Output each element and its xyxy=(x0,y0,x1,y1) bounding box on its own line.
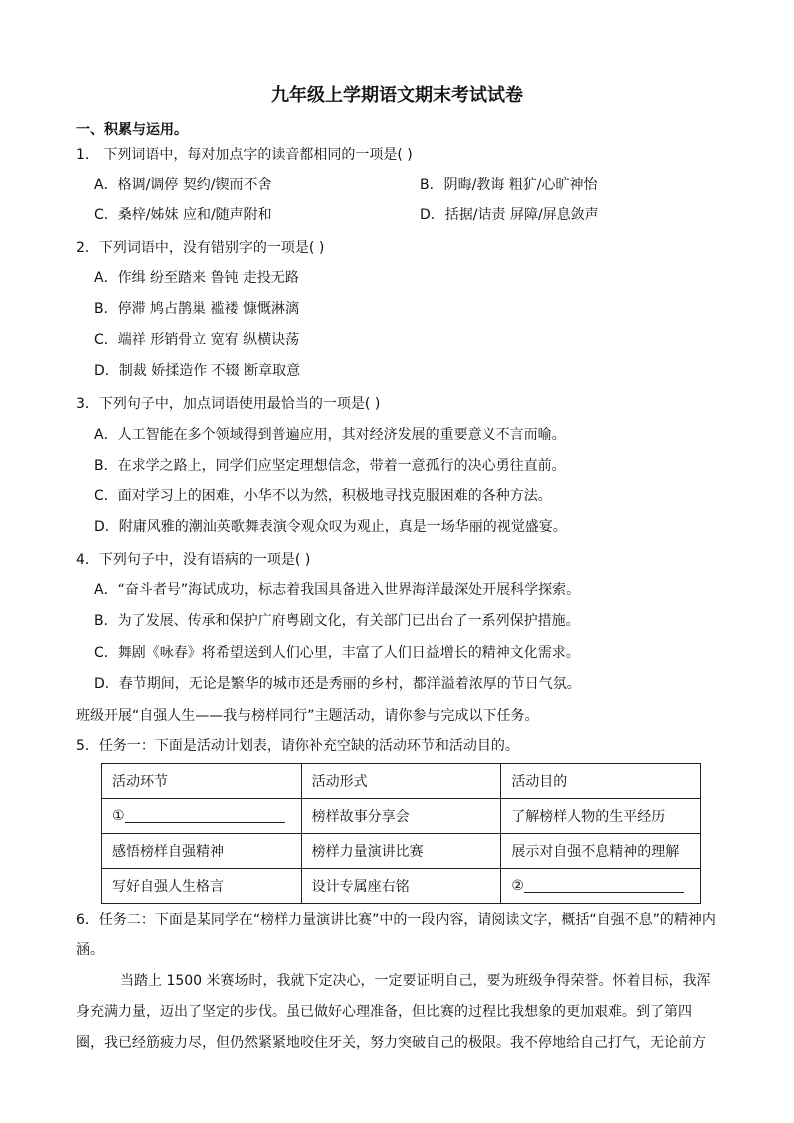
table-cell-blank-2[interactable] xyxy=(501,869,701,904)
table-row xyxy=(102,869,701,904)
question-4-option-c: C．舞剧《咏春》将希望送到人们心里，丰富了人们日益增长的精神文化需求。 xyxy=(94,645,580,661)
question-4-option-a: A．“奋斗者号”海试成功，标志着我国具备进入世界海洋最深处开展科学探索。 xyxy=(94,582,581,598)
section-heading: 一、积累与运用。 xyxy=(76,122,188,138)
question-2-option-a: A．作缉 纷至踏来 鲁钝 走投无路 xyxy=(94,270,299,286)
question-1-stem: 1． 下列词语中，每对加点字的读音都相同的一项是( ) xyxy=(76,147,413,163)
question-3-option-a: A．人工智能在多个领域得到普遍应用，其对经济发展的重要意义不言而喻。 xyxy=(94,427,566,443)
table-header-cell: 活动目的 xyxy=(501,764,701,799)
passage-line: 圈，我已经筋疲力尽，但仍然紧紧地咬住牙关，努力突破自己的极限。我不停地给自己打气，无论前方 xyxy=(76,1035,706,1051)
table-row xyxy=(102,799,701,834)
question-5-stem: 5．任务一：下面是活动计划表，请你补充空缺的活动环节和活动目的。 xyxy=(76,738,519,754)
activity-plan-table xyxy=(101,763,701,904)
table-row xyxy=(102,834,701,869)
table-cell: 展示对自强不息精神的理解 xyxy=(501,834,701,869)
question-4-option-d: D．春节期间，无论是繁华的城市还是秀丽的乡村，都洋溢着浓厚的节日气氛。 xyxy=(94,676,581,692)
passage-line: 身充满力量，迈出了坚定的步伐。虽已做好心理准备，但比赛的过程比我想象的更加艰难。到了第四 xyxy=(76,1004,692,1020)
question-2-option-c: C．端祥 形销骨立 宽宥 纵横诀荡 xyxy=(94,332,300,348)
question-3-option-b: B．在求学之路上，同学们应坚定理想信念，带着一意孤行的决心勇往直前。 xyxy=(94,458,566,474)
question-6-stem: 6．任务二：下面是某同学在“榜样力量演讲比赛”中的一段内容，请阅读文字，概括“自强不息”的精神内 xyxy=(76,912,716,928)
answer-blank[interactable] xyxy=(125,808,285,823)
activity-intro: 班级开展“自强人生——我与榜样同行”主题活动，请你参与完成以下任务。 xyxy=(76,708,539,724)
question-1-option-a: A．格调/调停 契约/锲而不舍 xyxy=(94,177,272,193)
question-1-option-b: B．阴晦/教诲 粗犷/心旷神怡 xyxy=(420,177,598,193)
table-cell: 了解榜样人物的生平经历 xyxy=(501,799,701,834)
question-1-option-d: D．括据/诘责 屏障/屏息敛声 xyxy=(420,207,599,223)
passage-line: 当踏上 1500 米赛场时，我就下定决心，一定要证明自己，要为班级争得荣誉。怀着目标，我浑 xyxy=(120,973,711,989)
table-cell: 榜样故事分享会 xyxy=(301,799,501,834)
table-header-cell: 活动环节 xyxy=(102,764,302,799)
table-cell: 设计专属座右铭 xyxy=(301,869,501,904)
question-4-option-b: B．为了发展、传承和保护广府粤剧文化，有关部门已出台了一系列保护措施。 xyxy=(94,613,580,629)
page-title: 九年级上学期语文期末考试试卷 xyxy=(271,85,523,106)
table-cell-blank-1[interactable] xyxy=(102,799,302,834)
question-6-stem-continued: 涵。 xyxy=(76,942,104,958)
question-3-option-d: D．附庸风雅的潮汕英歌舞表演令观众叹为观止，真是一场华丽的视觉盛宴。 xyxy=(94,519,567,535)
question-1-option-c: C．桑梓/姊妹 应和/随声附和 xyxy=(94,207,272,223)
question-4-stem: 4．下列句子中，没有语病的一项是( ) xyxy=(76,552,311,568)
question-3-option-c: C．面对学习上的困难，小华不以为然，积极地寻找克服困难的各种方法。 xyxy=(94,488,552,504)
question-3-stem: 3．下列句子中，加点词语使用最恰当的一项是( ) xyxy=(76,396,381,412)
table-cell: 感悟榜样自强精神 xyxy=(102,834,302,869)
question-2-stem: 2．下列词语中，没有错别字的一项是( ) xyxy=(76,240,325,256)
table-header-cell: 活动形式 xyxy=(301,764,501,799)
question-2-option-b: B．停滞 鸠占鹊巢 褴褛 慷慨淋漓 xyxy=(94,301,299,317)
table-header-row xyxy=(102,764,701,799)
question-2-option-d: D．制裁 娇揉造作 不辍 断章取意 xyxy=(94,363,301,379)
table-cell: 榜样力量演讲比赛 xyxy=(301,834,501,869)
answer-blank[interactable] xyxy=(524,878,684,893)
blank-marker-1: ① xyxy=(112,808,125,824)
table-cell: 写好自强人生格言 xyxy=(102,869,302,904)
blank-marker-2: ② xyxy=(511,878,524,894)
